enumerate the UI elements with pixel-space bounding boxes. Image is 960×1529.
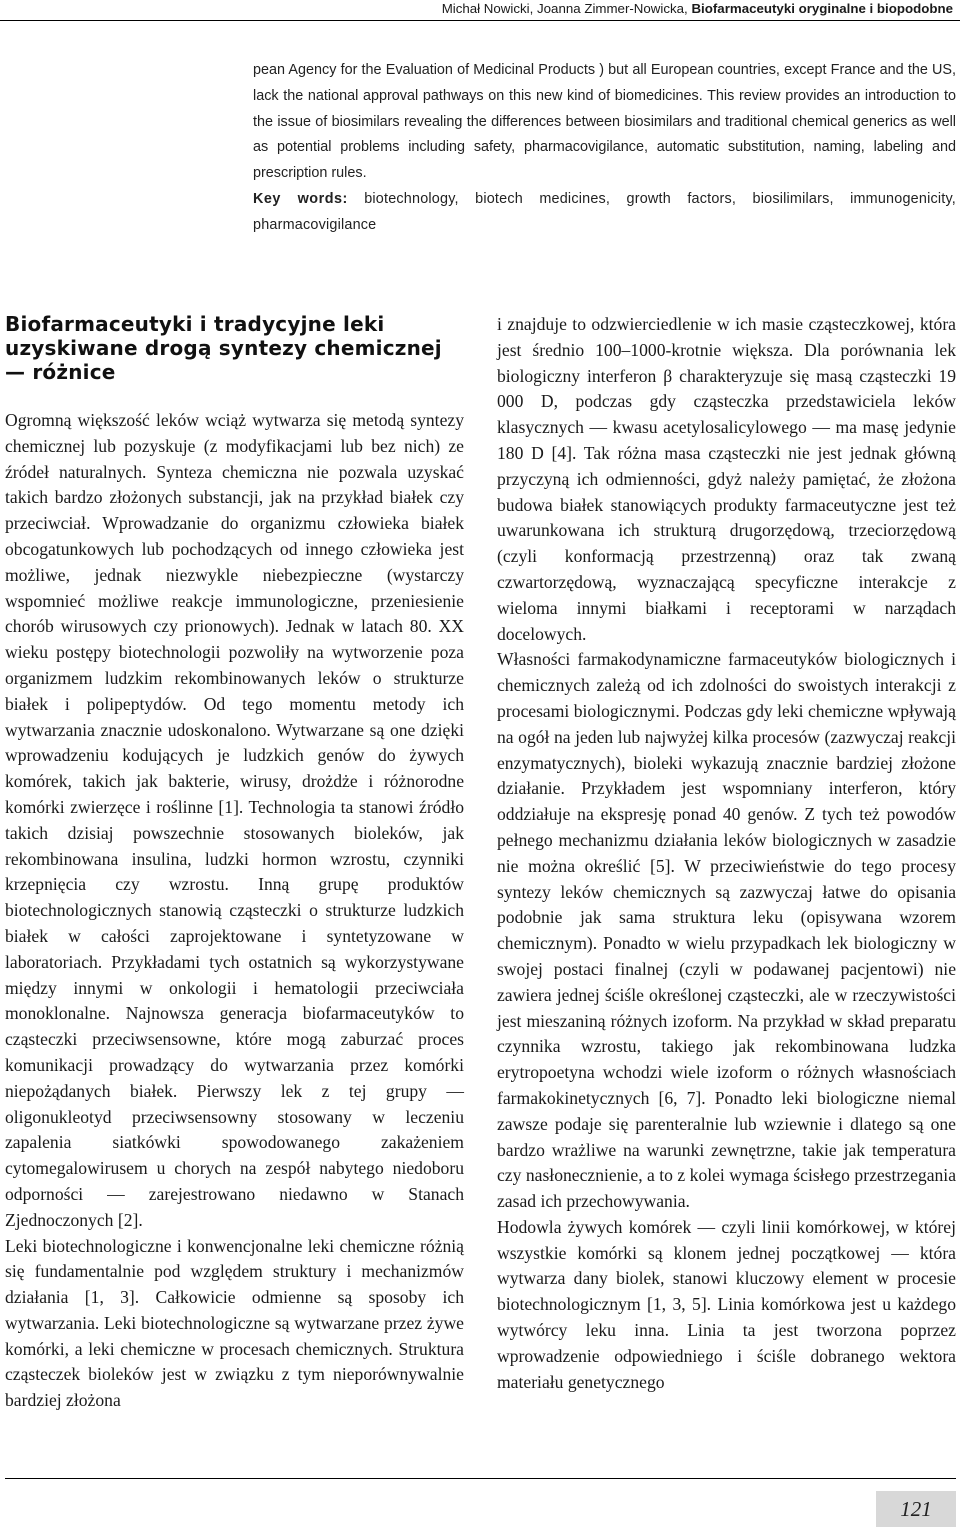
page-number: 121 [876,1491,956,1527]
section-heading: Biofarmaceutyki i tradycyjne leki uzyskiwane drogą syntezy chemicznej — różnice [5,312,442,384]
keywords [253,187,956,239]
right-column [497,312,956,1395]
running-header [0,0,960,21]
running-header-authors: Michał Nowicki, Joanna Zimmer-Nowicka, [441,1,688,16]
footer-rule [5,1478,956,1479]
keywords-label: Key words: [253,190,348,207]
abstract [253,58,956,239]
right-paragraph-1: i znajduje to odzwierciedlenie w ich masie cząsteczkowej, która jest średnio 100–1000-krotnie większa. Dla porównania lek biologiczny interferon β charakteryzuje się masą cząsteczki 19 000 D, podczas gdy cząsteczka przedstawiciela leków klasycznych — kwasu acetylosalicylowego — ma masę jedynie 180 D [4]. Tak różna masa cząsteczki nie jest jednak główną przyczyną ich odmienności, gdyż należy pamiętać, że złożona budowa białek stanowiących produkty farmaceutyczne jest też uwarunkowana ich strukturą drugorzędową, trzeciorzędową (czyli konformacją przestrzenną) oraz tak zwaną czwartorzędową, wyznaczającą specyficzne interakcje z wieloma innymi białkami i receptorami w narządach docelowych. [497,314,956,644]
keywords-list: biotechnology, biotech medicines, growth factors, biosilimilars, immunogenicity, pharmacovigilance [253,190,956,233]
left-paragraph-1: Ogromną większość leków wciąż wytwarza się metodą syntezy chemicznej lub pozyskuje (z modyfikacjami lub bez nich) ze źródeł naturalnych. Synteza chemiczna nie pozwala uzyskać takich bardzo złożonych substancji, jak na przykład białek czy przeciwciał. Wprowadzanie do organizmu człowieka białek obcogatunkowych lub pochodzących od innego człowieka jest możliwe, jednak niezwykle niebezpieczne (wystarczy wspomnieć możliwe reakcje immunologiczne, przeniesienie chorób wirusowych czy prionowych). Jednak w latach 80. XX wieku postępy biotechnologii pozwoliły na wytworzenie poza organizmem ludzkim rekombinowanych leków o strukturze białek i polipeptydów. Od tego momentu metody ich wytwarzania znacznie udoskonalono. Wytwarzane są one dzięki wprowadzeniu kodujących je ludzkich genów do żywych komórek, takich jak bakterie, wirusy, drożdże i różnorodne komórki zwierzęce i roślinne [1]. Technologia ta stanowi źródło takich dzisiaj powszechnie stosowanych bioleków, jak rekombinowana insulina, ludzki hormon wzrostu, czynniki krzepnięcia czy wzrostu. Inną grupę produktów biotechnologicznych stanowią cząsteczki o strukturze ludzkich białek w całości zaprojektowane i syntetyzowane w laboratoriach. Przykładami tych ostatnich są wykorzystywane między innymi w onkologii i hematologii przeciwciała monoklonalne. Najnowsza generacja biofarmaceutyków to cząsteczki przeciwsensowne, które mogą zaburzać proces komunikacji prowadzący do wytwarzania przez komórki niepożądanych białek. Pierwszy lek z tej grupy — oligonukleotyd przeciwsensowny stosowany w leczeniu zapalenia siatkówki spowodowanego zakażeniem cytomegalowirusem u chorych na zespół nabytego niedoboru odporności — zarejestrowano niedawno w Stanach Zjednoczonych [2]. [5,410,464,1230]
left-paragraph-2: Leki biotechnologiczne i konwencjonalne leki chemiczne różnią się fundamentalnie pod względem struktury i mechanizmów działania [1, 3]. Całkowicie odmienne są sposoby ich wytwarzania. Leki biotechnologiczne są wytwarzane przez żywe komórki, a leki chemiczne w procesach chemicznych. Struktura cząsteczek bioleków jest w związku z tym nieporównywalnie bardziej złożona [5,1235,464,1411]
running-header-title: Biofarmaceutyki oryginalne i biopodobne [691,1,953,16]
right-paragraph-3: Hodowla żywych komórek — czyli linii komórkowej, w której wszystkie komórki są klonem jednej początkowej — która wytwarza dany biolek, stanowi kluczowy element w procesie biotechnologicznym [1, 3, 5]. Linia komórkowa jest u każdego wytwórcy leku inna. Linia ta jest tworzona poprzez wprowadzenie odpowiedniego i ściśle dobranego wektora materiału genetycznego [497,1216,956,1392]
left-column [5,312,464,1414]
right-paragraph-2: Własności farmakodynamiczne farmaceutyków biologicznych i chemicznych zależą od ich zdolności do swoistych interakcji z procesami biologicznymi. Podczas gdy leki chemiczne wpływają na ogół na jeden lub najwyżej kilka procesów (zazwyczaj reakcji enzymatycznych), bioleki wykazują znacznie bardziej złożone działanie. Przykładem jest wspomniany interferon, który oddziałuje na ekspresję ponad 40 genów. Z tych też powodów pełnego mechanizmu działania leków biologicznych w zasadzie nie można określić [5]. W przeciwieństwie do tego procesy syntezy leków chemicznych są zazwyczaj łatwe do opisania podobnie jak sama struktura leku (opisywana wzorem chemicznym). Ponadto w wielu przypadkach lek biologiczny w swojej postaci finalnej (czyli w podawanej pacjentowi) nie zawiera jednej ściśle określonej cząsteczki, ale w rzeczywistości jest mieszaniną różnych izoform. Na przykład w skład preparatu czynnika wzrostu, takiego jak rekombinowana ludzka erytropoetyna wchodzi wiele izoform o różnych własnościach farmakokinetycznych [6, 7]. Ponadto leki biologiczne niemal zawsze podaje się parenteralnie lub wziewnie i dlatego są one bardzo wrażliwe na warunki zewnętrzne, takie jak temperatura czy nasłonecznienie, a to z kolei wymaga ścisłego przestrzegania zasad ich przechowywania. [497,649,956,1212]
abstract-text: pean Agency for the Evaluation of Medicinal Products ) but all European countries, except France and the US, lack the national approval pathways on this new kind of biomedicines. This review provides an introduction to the issue of biosimilars revealing the differences between biosimilars and traditional chemical generics as well as potential problems including safety, pharmacovigilance, automatic substitution, naming, labeling and prescription rules. [253,62,956,182]
